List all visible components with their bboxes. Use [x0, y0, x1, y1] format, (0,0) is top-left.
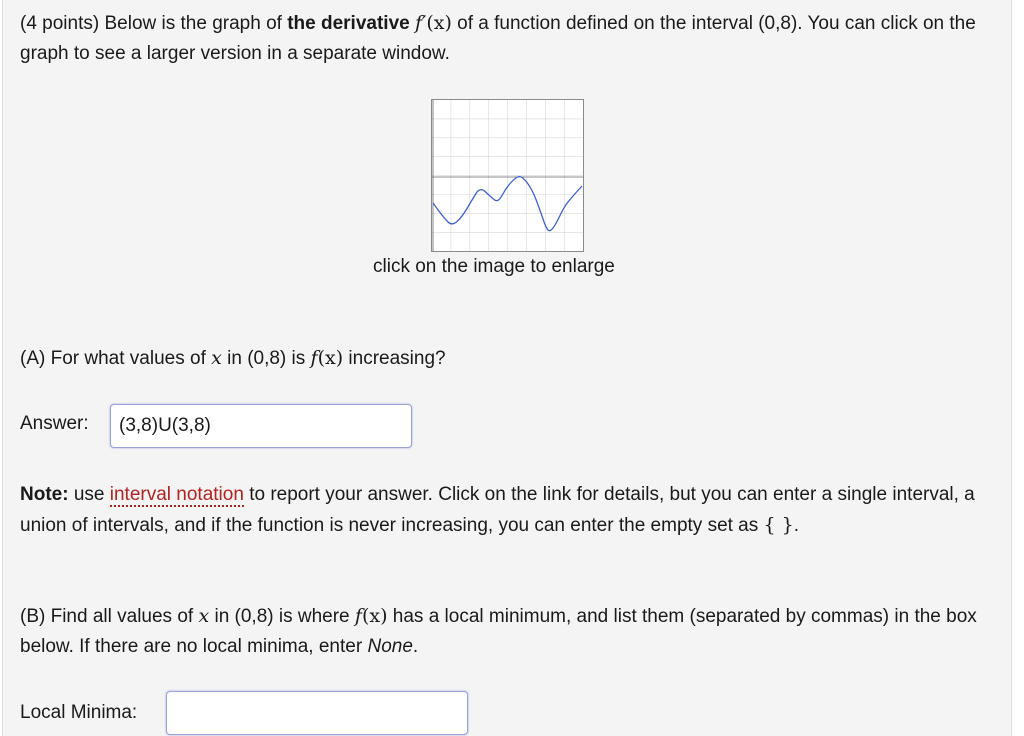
note-text [20, 480, 1005, 541]
part-b-end: . [412, 636, 419, 657]
part-b-var: x [198, 605, 210, 627]
question-panel [2, 0, 1012, 736]
answer-label: Answer: [20, 413, 89, 434]
part-b-middle: in (0,8) is where [209, 606, 355, 627]
note-bold: Note: [20, 484, 69, 505]
interval-notation-link[interactable]: interval notation [109, 484, 244, 505]
intro-fprime: f′ [414, 12, 427, 34]
part-b-func: f [354, 605, 362, 627]
part-a-func-arg: (x) [317, 347, 344, 369]
part-a-func: f [310, 347, 318, 369]
part-b-question [20, 601, 1005, 662]
part-b-suffix: has a local minimum, and list them (separated by commas) in the box below. If there are no local minima, enter [20, 606, 977, 657]
intro-prefix: (4 points) Below is the graph of [20, 13, 288, 34]
part-a-middle: in (0,8) is [221, 348, 311, 369]
intro-fprime-arg: (x) [426, 12, 452, 34]
none-word: None [367, 636, 413, 657]
note-after-link: to report your answer. Click on the link for details, but you can enter a single interval, a union of intervals, and if the function is never increasing, you can enter the empty set as [20, 484, 975, 536]
note-before-link: use [68, 484, 110, 505]
part-b-prefix: (B) Find all values of [20, 606, 199, 627]
part-a-var: x [211, 347, 222, 369]
part-a-prefix: (A) For what values of [20, 348, 212, 369]
graph-caption: click on the image to enlarge [373, 256, 615, 277]
empty-set-symbol: { } [763, 514, 794, 536]
local-minima-label: Local Minima: [20, 702, 138, 723]
derivative-graph [432, 100, 583, 251]
part-b-func-arg: (x) [361, 605, 388, 627]
note-end: . [793, 515, 800, 536]
derivative-graph-image[interactable] [431, 99, 584, 252]
local-minima-input[interactable] [166, 691, 468, 735]
question-intro [20, 8, 1005, 69]
intro-bold: the derivative [287, 13, 410, 34]
answer-a-input[interactable]: (3,8)U(3,8) [110, 404, 412, 448]
part-a-suffix: increasing? [343, 348, 446, 369]
intro-suffix: of a function defined on the interval (0,8). You can click on the graph to see a larger version in a separate window. [20, 13, 976, 64]
part-a-question [20, 343, 446, 374]
